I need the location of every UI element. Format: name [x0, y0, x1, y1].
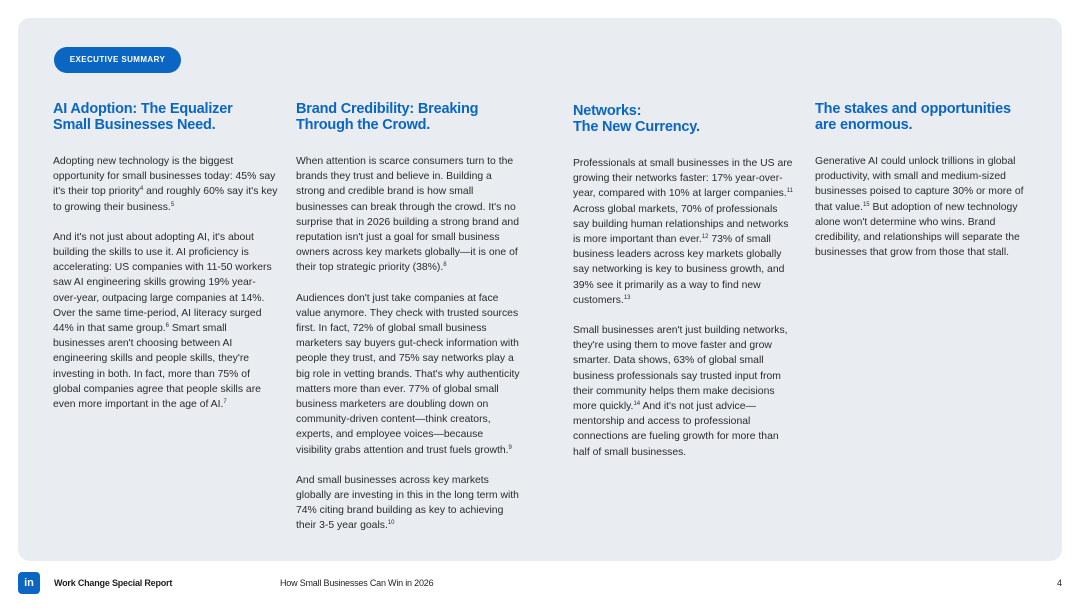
footnote-ref: 13 — [623, 294, 631, 301]
column-heading — [53, 101, 278, 133]
executive-summary-badge: EXECUTIVE SUMMARY — [54, 47, 181, 73]
linkedin-logo-icon: in — [18, 572, 40, 594]
footnote-ref: 5 — [170, 201, 175, 208]
body-paragraph — [296, 291, 521, 458]
report-name: Work Change Special Report — [54, 578, 173, 588]
body-paragraph — [53, 230, 278, 412]
heading-line: Brand Credibility: Breaking — [296, 101, 479, 117]
body-paragraph — [296, 473, 521, 534]
page-number: 4 — [1056, 578, 1062, 588]
column-heading — [573, 103, 795, 135]
footnote-ref: 12 — [701, 234, 709, 241]
paragraph-text: Audiences don't just take companies at face value anymore. They check with trusted sources first. In fact, 72% of global small business marketers say buyers gut-check information with people they trust, and 75% say networks play a big role in vetting brands. That's why authenticity matters more than ever. 77% of global small business marketers are doubling down on community-driven content—think creators, experts, and employee voices—because visibility grabs attention and trust fuels growth. — [296, 292, 520, 456]
heading-line: Small Businesses Need. — [53, 117, 216, 133]
paragraph-text: Professionals at small businesses in the US are growing their networks faster: 17% year-over-year, compared with 10% at larger companies. — [573, 158, 793, 200]
paragraph-text: And it's not just advice— mentorship and access to professional connections are fueling growth for more than half of small businesses. — [573, 401, 779, 458]
footnote-ref: 7 — [223, 399, 227, 406]
column-networks — [573, 103, 795, 475]
footnote-ref: 14 — [633, 401, 641, 408]
paragraph-text: When attention is scarce consumers turn to the brands they trust and believe in. Building a strong and credible brand is how small businesses can break through the crowd. It's no surprise that in 2026 building a strong brand and reputation isn't just a goal for small business owners across key markets globally—it is one of their top strategic priority (38%). — [296, 156, 519, 274]
paragraph-text: But adoption of new technology alone won't determine who wins. Brand credibility, and relationships will separate the businesses that grow from those that stall. — [815, 201, 1020, 259]
heading-line: Through the Crowd. — [296, 117, 431, 133]
heading-line: Networks: — [573, 103, 642, 119]
column-heading — [296, 101, 521, 133]
column-brand-credibility — [296, 101, 521, 549]
body-paragraph — [573, 156, 795, 308]
column-stakes — [815, 101, 1037, 275]
paragraph-text: And small businesses across key markets globally are investing in this in the long term with 74% citing brand building as key to achieving their 3-5 year goals. — [296, 474, 519, 532]
paragraph-text: Small businesses aren't just building networks, they're using them to move faster and grow smarter. Data shows, 63% of global small business professionals say trusted input from their community helps them make decisions more quickly. — [573, 325, 788, 413]
body-paragraph — [815, 154, 1037, 260]
paragraph-text: Adopting new technology is the biggest opportunity for small businesses today: 45% say it's their top priority — [53, 156, 276, 198]
heading-line: AI Adoption: The Equalizer — [53, 101, 233, 117]
paragraph-text: Across global markets, 70% of professionals say building human relationships and networks is more important than ever. — [573, 203, 789, 246]
footnote-ref: 11 — [786, 188, 793, 195]
footnote-ref: 9 — [508, 444, 512, 451]
footnote-ref: 4 — [139, 186, 144, 193]
paragraph-text: and roughly 60% say it's key to growing their business. — [53, 186, 278, 213]
footnote-ref: 10 — [387, 520, 395, 527]
footnote-ref: 8 — [443, 262, 447, 269]
column-heading — [815, 101, 1037, 133]
body-paragraph — [296, 154, 521, 276]
paragraph-text: And it's not just about adopting AI, it's about building the skills to use it. AI proficiency is accelerating: US companies with 11-50 workers saw AI engineering skills growing 19% year-over-year, outpacing large companies at 14%. Over the same time-period, AI literacy surged 44% in that same group. — [53, 231, 272, 335]
footnote-ref: 6 — [165, 323, 169, 330]
paragraph-text: Generative AI could unlock trillions in global productivity, with small and medium-sized businesses poised to capture 30% or more of that value. — [815, 156, 1024, 213]
body-paragraph — [573, 323, 795, 460]
heading-line: The stakes and opportunities — [815, 101, 1011, 117]
footer — [0, 572, 1080, 596]
paragraph-text: 73% of small business leaders across key markets globally say networking is key to business growth, and 39% see it primarily as a way to find new customers. — [573, 234, 785, 306]
heading-line: The New Currency. — [573, 119, 700, 135]
footnote-ref: 15 — [862, 201, 870, 208]
report-subtitle: How Small Businesses Can Win in 2026 — [280, 578, 434, 588]
paragraph-text: Smart small businesses aren't choosing between AI engineering skills and people skills, they're investing in both. In fact, more than 75% of global companies agree that people skills are even more important in the age of AI. — [53, 323, 261, 411]
heading-line: are enormous. — [815, 117, 913, 133]
column-ai-adoption — [53, 101, 278, 427]
body-paragraph — [53, 154, 278, 215]
